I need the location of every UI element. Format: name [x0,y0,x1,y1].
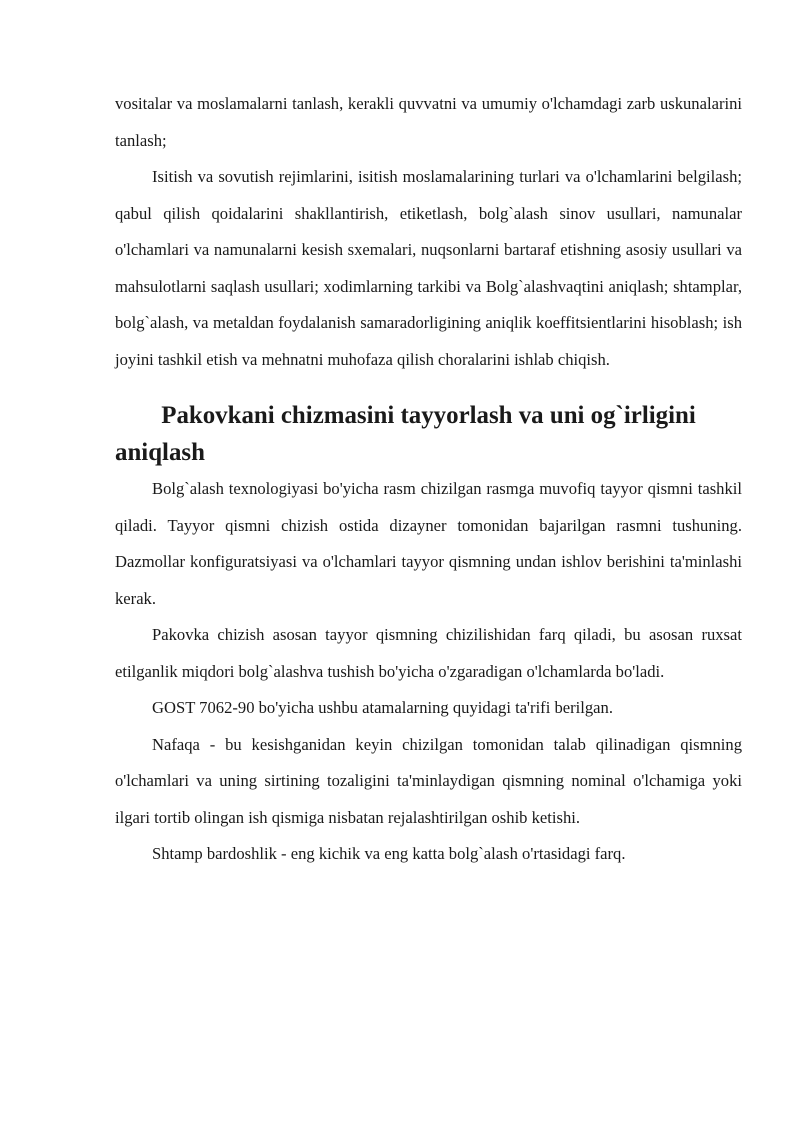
document-page [115,86,742,873]
paragraph-gost-reference: GOST 7062-90 bo'yicha ushbu atamalarning quyidagi ta'rifi berilgan. [152,698,613,717]
paragraph-allowance-definition: Nafaqa - bu kesishganidan keyin chizilgan tomonidan talab qilinadigan qismning o'lchamlari va uning sirtining tozaligini ta'minlaydigan qismning nominal o'lchamiga yoki ilgari tortib olingan ish qismiga nisbatan rejalashtirilgan oshib ketishi. [115,734,742,827]
paragraph-forging-technology: Bolg`alash texnologiyasi bo'yicha rasm chizilgan rasmga muvofiq tayyor qismni tashkil qiladi. Tayyor qismni chizish ostida dizayner tomonidan bajarilgan rasmni tushuning. Dazmollar konfiguratsiyasi va o'lchamlari tayyor qismning undan ishlov berishini ta'minlashi kerak. [115,479,742,608]
paragraph-tool-selection: vositalar va moslamalarni tanlash, kerakli quvvatni va umumiy o'lchamdagi zarb uskunalarini tanlash; [115,94,742,150]
paragraph-heating-cooling: Isitish va sovutish rejimlarini, isitish moslamalarining turlari va o'lchamlarini belgilash; qabul qilish qoidalarini shakllantirish, etiketlash, bolg`alash sinov usullari, namunalar o'lchamlari va namunalarni kesish sxemalari, nuqsonlarni bartaraf etishning asosiy usullari va mahsulotlarni saqlash usullari; xodimlarning tarkibi va Bolg`alashvaqtini aniqlash; shtamplar, bolg`alash, va metaldan foydalanish samaradorligining aniqlik koeffitsientlarini hisoblash; ish joyini tashkil etish va mehnatni muhofaza qilish choralarini ishlab chiqish. [115,167,742,369]
section-heading: Pakovkani chizmasini tayyorlash va uni og`irligini aniqlash [115,402,696,466]
paragraph-tolerance-definition: Shtamp bardoshlik - eng kichik va eng katta bolg`alash o'rtasidagi farq. [152,844,626,863]
paragraph-forging-drawing: Pakovka chizish asosan tayyor qismning chizilishidan farq qiladi, bu asosan ruxsat etilganlik miqdori bolg`alashva tushish bo'yicha o'zgaradigan o'lchamlarda bo'ladi. [115,625,742,681]
